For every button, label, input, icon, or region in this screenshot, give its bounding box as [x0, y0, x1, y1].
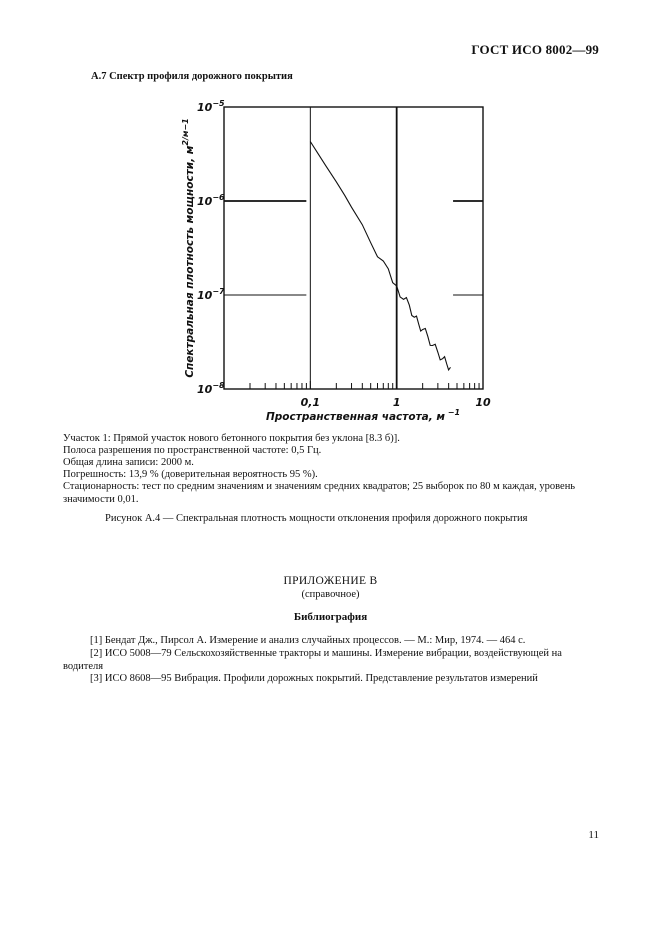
caption-line: Общая длина записи: 2000 м. [63, 457, 194, 468]
appendix-subtitle: (справочное) [301, 589, 360, 600]
psd-chart [0, 0, 661, 430]
caption-line: Погрешность: 13,9 % (доверительная вероятность 95 %). [63, 469, 318, 480]
bibliography-entry: [1] Бендат Дж., Пирсол А. Измерение и анализ случайных процессов. — М.: Мир, 1974. — 464 с. [90, 635, 526, 646]
x-axis-title: Пространственная частота, м $^{-1}$ [266, 408, 461, 423]
chart-tick-labels [197, 99, 491, 409]
bibliography-entry: [2] ИСО 5008—79 Сельскохозяйственные тракторы и машины. Измерение вибрации, воздействующей на водителя [63, 648, 562, 672]
appendix-title: ПРИЛОЖЕНИЕ В [283, 575, 378, 587]
caption-line: Участок 1: Прямой участок нового бетонного покрытия без уклона [8.3 б)]. [63, 433, 400, 444]
caption-line: Полоса разрешения по пространственной частоте: 0,5 Гц. [63, 445, 322, 456]
y-tick-label: $10^{-6}$ [197, 193, 225, 208]
x-tick-label: 0,1 [300, 396, 321, 409]
bibliography-entry: [3] ИСО 8608—95 Вибрация. Профили дорожных покрытий. Представление результатов измерений [90, 673, 538, 684]
chart-minor-ticks [250, 381, 479, 389]
figure-caption: Рисунок А.4 — Спектральная плотность мощности отклонения профиля дорожного покрытия [105, 513, 528, 524]
x-tick-label: 10 [475, 396, 491, 409]
x-tick-label: 1 [392, 396, 401, 409]
y-tick-label: $10^{-7}$ [197, 287, 225, 302]
document-header: ГОСТ ИСО 8002—99 [471, 42, 599, 57]
section-heading: А.7 Спектр профиля дорожного покрытия [91, 71, 293, 82]
y-tick-label: $10^{-8}$ [197, 381, 225, 396]
y-tick-label: $10^{-5}$ [197, 99, 225, 114]
series-line [310, 142, 450, 370]
caption-line: Стационарность: тест по средним значениям и значениям средних квадратов; 25 выборок по 80 м каждая, уровень значимости 0,01. [63, 481, 576, 505]
page-number: 11 [588, 829, 599, 841]
y-axis-title: Спектральная плотность мощности, $м^{2/м-1}$ [181, 118, 196, 378]
bibliography-title: Библиография [293, 611, 368, 623]
plot-frame [224, 107, 483, 389]
chart-gridlines [224, 107, 483, 389]
